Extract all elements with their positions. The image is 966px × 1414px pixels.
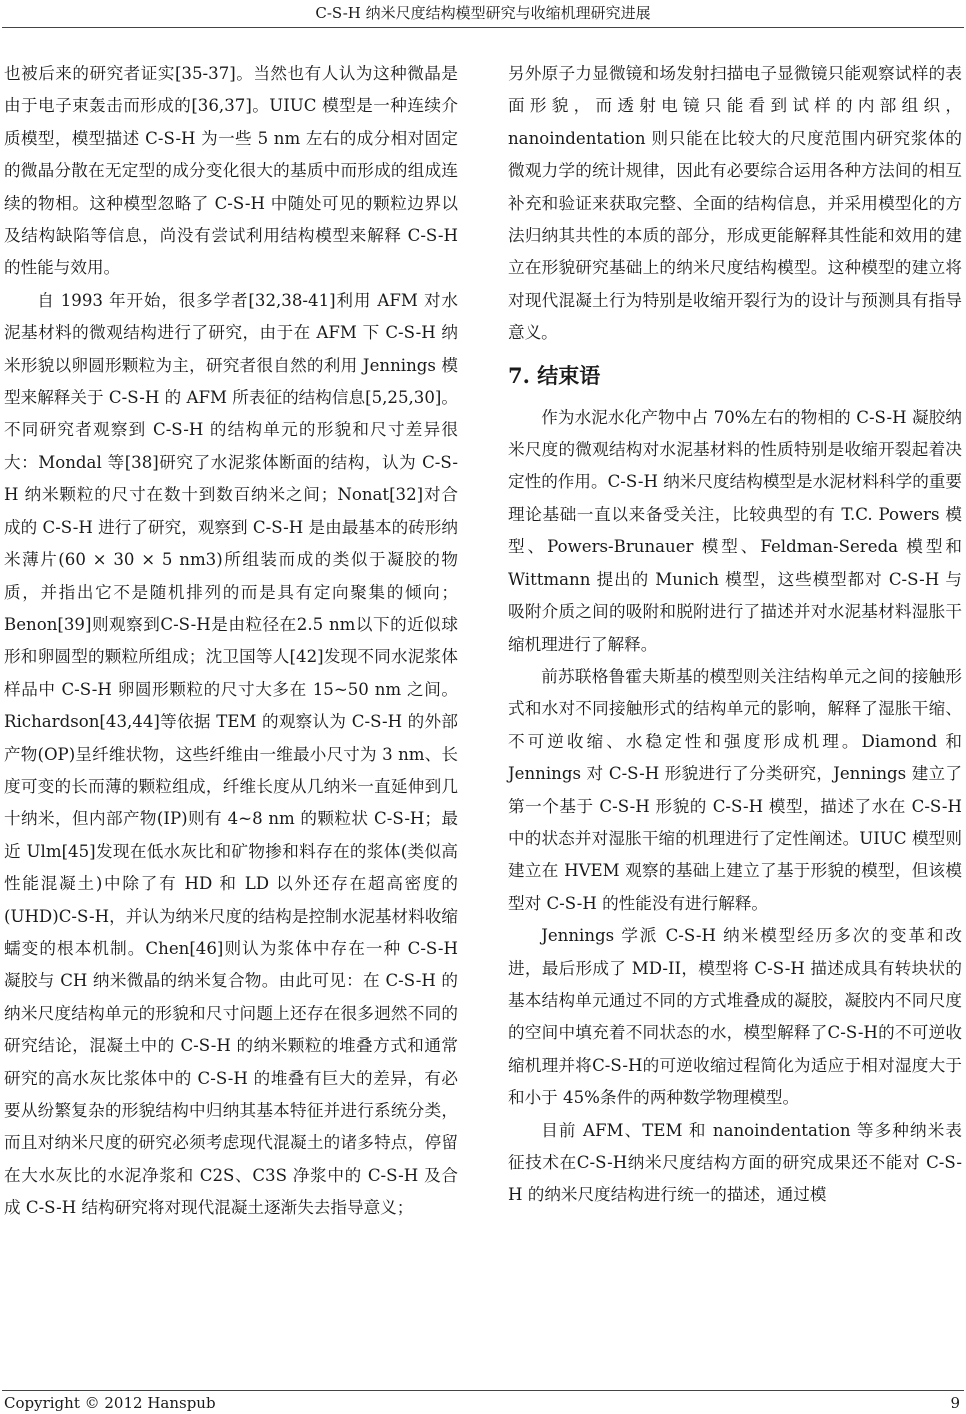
page-number: 9 (950, 1394, 960, 1412)
right-paragraph-5: 目前 AFM、TEM 和 nanoindentation 等多种纳米表征技术在C-S-H纳米尺度结构方面的研究成果还不能对 C-S-H 的纳米尺度结构进行统一的描述，通过模 (508, 1120, 962, 1205)
right-paragraph-4: Jennings 学派 C-S-H 纳米模型经历多次的变革和改进，最后形成了 MD-II，模型将 C-S-H 描述成具有转块状的基本结构单元通过不同的方式堆叠成的凝胶，凝胶内不同尺度的空间中填充着不同状态的水，模型解释了C-S-H的不可逆收缩机理并将C-S-H的可逆收缩过程简化为适应于相对湿度大于和小于 45%条件的两种数学物理模型。 (508, 926, 962, 1108)
right-column (508, 58, 962, 1212)
left-paragraph-2: 自 1993 年开始，很多学者[32,38-41]利用 AFM 对水泥基材料的微观结构进行了研究，由于在 AFM 下 C-S-H 纳米形貌以卵圆形颗粒为主，研究者很自然的利用 Jennings 模型来解释关于 C-S-H 的 AFM 所表征的结构信息[5,25,30]。不同研究者观察到 C-S-H 的结构单元的形貌和尺寸差异很大：Mondal 等[38]研究了水泥浆体断面的结构，认为 C-S-H 纳米颗粒的尺寸在数十到数百纳米之间；Nonat[32]对合成的 C-S-H 进行了研究，观察到 C-S-H 是由最基本的砖形纳米薄片(60 × 30 × 5 nm3)所组装而成的类似于凝胶的物质，并指出它不是随机排列的而是具有定向聚集的倾向；Benon[39]则观察到C-S-H是由粒径在2.5 nm以下的近似球形和卵圆型的颗粒所组成；沈卫国等人[42]发现不同水泥浆体样品中 C-S-H 卵圆形颗粒的尺寸大多在 15~50 nm 之间。Richardson[43,44]等依据 TEM 的观察认为 C-S-H 的外部产物(OP)呈纤维状物，这些纤维由一维最小尺寸为 3 nm、长度可变的长而薄的颗粒组成，纤维长度从几纳米一直延伸到几十纳米，但内部产物(IP)则有 4~8 nm 的颗粒状 C-S-H；最近 Ulm[45]发现在低水灰比和矿物掺和料存在的浆体(类似高性能混凝土)中除了有 HD 和 LD 以外还存在超高密度的(UHD)C-S-H，并认为纳米尺度的结构是控制水泥基材料收缩蠕变的根本机制。Chen[46]则认为浆体中存在一种 C-S-H 凝胶与 CH 纳米微晶的纳米复合物。由此可见：在 C-S-H 的纳米尺度结构单元的形貌和尺寸问题上还存在很多迥然不同的研究结论，混凝土中的 C-S-H 的纳米颗粒的堆叠方式和通常研究的高水灰比浆体中的 C-S-H 的堆叠有巨大的差异，有必要从纷繁复杂的形貌结构中归纳其基本特征并进行系统分类，而且对纳米尺度的研究必须考虑现代混凝土的诸多特点，停留在大水灰比的水泥净浆和 C2S、C3S 净浆中的 C-S-H 及合成 C-S-H 结构研究将对现代混凝土逐渐失去指导意义； (4, 290, 458, 1218)
section-heading-conclusion: 7. 结束语 (508, 362, 601, 388)
right-paragraph-3: 前苏联格鲁霍夫斯基的模型则关注结构单元之间的接触形式和水对不同接触形式的结构单元的影响，解释了湿胀干缩、不可逆收缩、水稳定性和强度形成机理。Diamond 和 Jennings 对 C-S-H 形貌进行了分类研究，Jennings 建立了第一个基于 C-S-H 形貌的 C-S-H 模型，描述了水在 C-S-H 中的状态并对湿胀干缩的机理进行了定性阐述。UIUC 模型则建立在 HVEM 观察的基础上建立了基于形貌的模型，但该模型对 C-S-H 的性能没有进行解释。 (508, 666, 962, 913)
header-rule (2, 27, 964, 28)
footer-copyright: Copyright © 2012 Hanspub (4, 1394, 216, 1412)
footer-rule (2, 1390, 964, 1391)
right-paragraph-1: 另外原子力显微镜和场发射扫描电子显微镜只能观察试样的表面形貌，而透射电镜只能看到试样的内部组织，nanoindentation 则只能在比较大的尺度范围内研究浆体的微观力学的统计规律，因此有必要综合运用各种方法间的相互补充和验证来获取完整、全面的结构信息，并采用模型化的方法归纳其共性的本质的部分，形成更能解释其性能和效用的建立在形貌研究基础上的纳米尺度结构模型。这种模型的建立将对现代混凝土行为特别是收缩开裂行为的设计与预测具有指导意义。 (508, 64, 962, 343)
right-paragraph-2: 作为水泥水化产物中占 70%左右的物相的 C-S-H 凝胶纳米尺度的微观结构对水泥基材料的性质特别是收缩开裂起着决定性的作用。C-S-H 纳米尺度结构模型是水泥材料科学的重要理论基础一直以来备受关注，比较典型的有 T.C. Powers 模型、Powers-Brunauer 模型、Feldman-Sereda 模型和 Wittmann 提出的 Munich 模型，这些模型都对 C-S-H 与吸附介质之间的吸附和脱附进行了描述并对水泥基材料湿胀干缩机理进行了解释。 (508, 407, 962, 654)
running-head-title: C-S-H 纳米尺度结构模型研究与收缩机理研究进展 (315, 4, 651, 22)
left-paragraph-1: 也被后来的研究者证实[35-37]。当然也有人认为这种微晶是由于电子束轰击而形成的[36,37]。UIUC 模型是一种连续介质模型，模型描述 C-S-H 为一些 5 nm 左右的成分相对固定的微晶分散在无定型的成分变化很大的基质中而形成的组成连续的物相。这种模型忽略了 C-S-H 中随处可见的颗粒边界以及结构缺陷等信息，尚没有尝试利用结构模型来解释 C-S-H 的性能与效用。 (4, 64, 458, 278)
left-column (4, 58, 458, 1225)
